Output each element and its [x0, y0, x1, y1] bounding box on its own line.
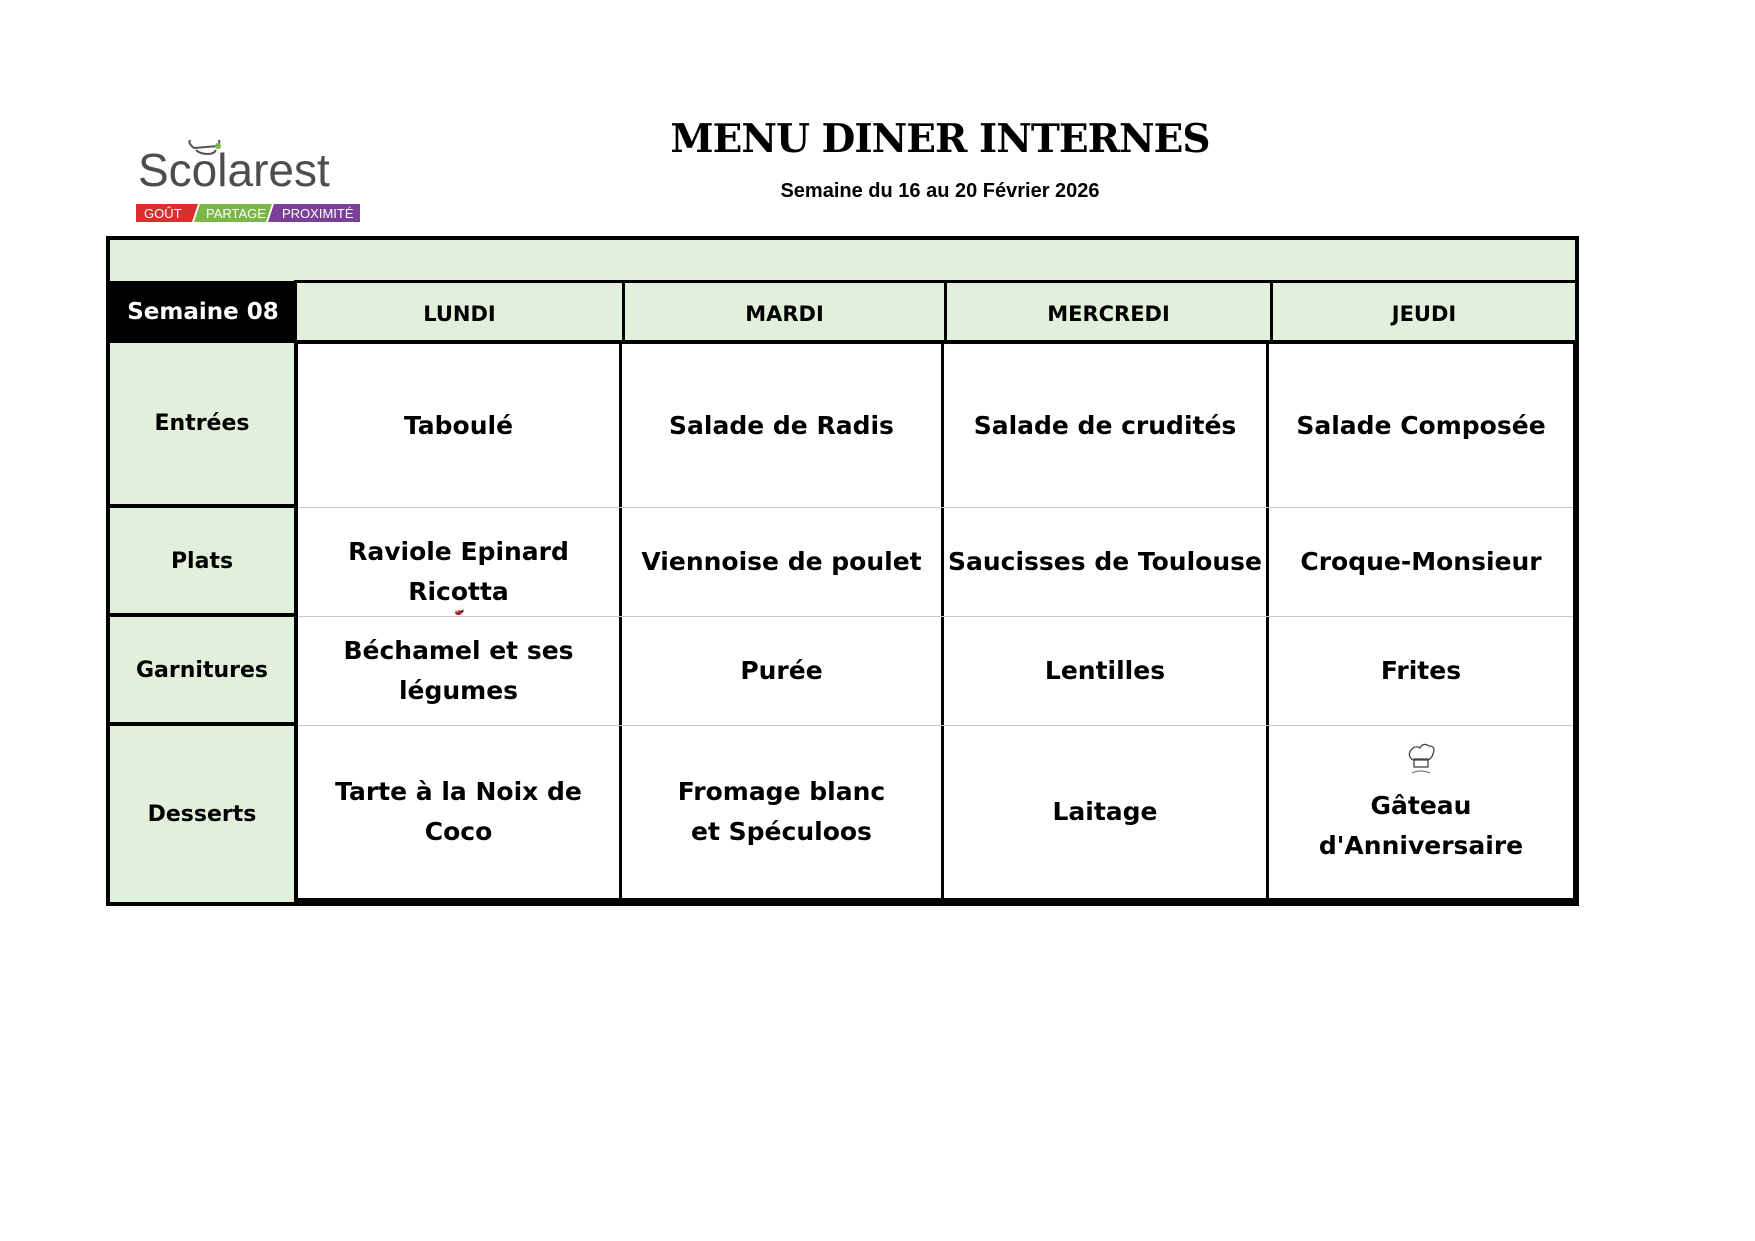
day-header-lundi: LUNDI: [294, 280, 622, 344]
menu-cell: [944, 726, 1266, 898]
menu-cell: [622, 617, 941, 725]
logo-tag-gout: GOÛT: [144, 206, 182, 221]
logo-tag-proximite: PROXIMITÉ: [282, 206, 354, 221]
day-header-mardi: MARDI: [622, 280, 944, 344]
dish-name: Taboulé: [403, 410, 514, 440]
menu-cell: [622, 726, 941, 898]
dish-name: Tarte à la Noix de Coco: [335, 777, 582, 846]
dish-name: Lentilles: [1044, 656, 1166, 685]
dish-name: Purée: [740, 656, 823, 685]
menu-cell: [298, 617, 619, 725]
menu-grid: [294, 340, 1577, 902]
dish-name: Béchamel et ses légumes: [343, 636, 574, 705]
dish-name: Fromage blanc et Spéculoos: [677, 777, 886, 846]
page-title: MENU DINER INTERNES: [670, 116, 1210, 162]
menu-table: [106, 236, 1579, 906]
menu-cell: [298, 508, 619, 616]
chef-hat-icon: [1406, 740, 1436, 778]
menu-cell: [298, 726, 619, 898]
menu-cell: [1269, 617, 1573, 725]
dish-name: Frites: [1380, 656, 1462, 685]
menu-cell: [944, 617, 1266, 725]
menu-cell: [1269, 726, 1573, 898]
menu-cell: [944, 344, 1266, 507]
menu-cell: [298, 344, 619, 507]
dish-name: Saucisses de Toulouse: [947, 547, 1262, 576]
dish-name: Viennoise de poulet: [641, 547, 922, 576]
menu-cell: [622, 508, 941, 616]
row-label-garnitures: Garnitures: [136, 657, 268, 683]
dish-name: Salade Composée: [1296, 410, 1546, 440]
menu-cell: [1269, 508, 1573, 616]
dish-name: Croque-Monsieur: [1300, 547, 1542, 576]
week-label: Semaine 08: [110, 281, 296, 343]
day-header-jeudi: JEUDI: [1270, 280, 1575, 344]
menu-cell: [944, 508, 1266, 616]
dish-name: Raviole Epinard Ricotta: [348, 537, 569, 606]
row-label-desserts: Desserts: [147, 801, 257, 827]
logo-tag-partage: PARTAGE: [206, 206, 266, 221]
ladybug-icon: [440, 608, 478, 616]
dish-name: Salade de crudités: [973, 410, 1237, 440]
menu-cell: [622, 344, 941, 507]
dish-name: Gâteau d'Anniversaire: [1318, 791, 1524, 860]
day-header-mercredi: MERCREDI: [944, 280, 1270, 344]
logo-wordmark: Scolarest: [138, 144, 330, 196]
dish-name: Laitage: [1052, 797, 1158, 826]
row-label-entrees: Entrées: [154, 410, 250, 436]
dish-name: Salade de Radis: [669, 410, 894, 440]
menu-cell: [1269, 344, 1573, 507]
scolarest-logo: [136, 140, 366, 230]
row-label-plats: Plats: [170, 548, 234, 574]
page-subtitle: Semaine du 16 au 20 Février 2026: [780, 180, 1100, 202]
